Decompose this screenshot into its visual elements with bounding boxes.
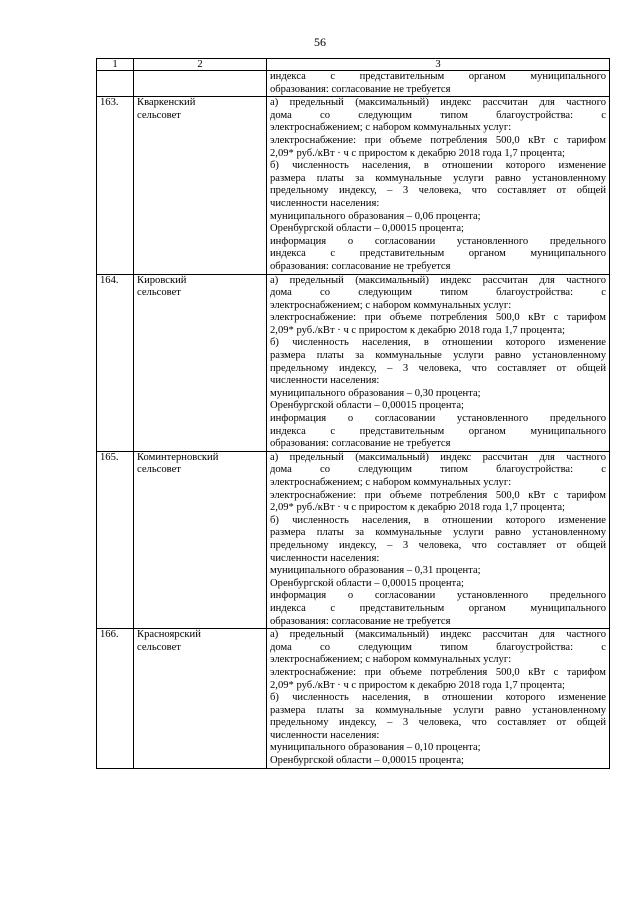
text-line: б) численность населения, в отношении которого изменение [270, 337, 606, 349]
description-cell [267, 274, 610, 451]
municipality-name-line: сельсовет [137, 641, 181, 653]
page-number: 56 [314, 35, 326, 49]
text-line: численности населения: [270, 729, 380, 741]
row-number-cell [97, 71, 134, 97]
municipality-name-line: сельсовет [137, 109, 181, 121]
text-line: а) предельный (максимальный) индекс рассчитан для частного [270, 97, 606, 109]
text-line: 2,09* руб./кВт · ч с приростом к декабрю 2018 года 1,7 процента; [270, 324, 565, 336]
text-line: муниципального образования – 0,30 процента; [270, 387, 481, 399]
text-line: численности населения: [270, 375, 380, 387]
text-line: электроснабжение: при объеме потребления 500,0 кВт с тарифом [270, 666, 606, 678]
table-row [97, 274, 610, 451]
text-line: размера платы за коммунальные услуги равно установленному [270, 704, 606, 716]
table-row [97, 629, 610, 769]
text-line: численности населения: [270, 197, 380, 209]
description-cell [267, 97, 610, 274]
text-line: дома со следующим типом благоустройства: с [270, 109, 606, 121]
row-number-cell: 165. [97, 451, 134, 628]
column-header-3: 3 [267, 59, 610, 71]
text-line: б) численность населения, в отношении которого изменение [270, 160, 606, 172]
text-line: электроснабжение: при объеме потребления 500,0 кВт с тарифом [270, 134, 606, 146]
text-line: дома со следующим типом благоустройства: с [270, 287, 606, 299]
text-line: 2,09* руб./кВт · ч с приростом к декабрю 2018 года 1,7 процента; [270, 147, 565, 159]
text-line: 2,09* руб./кВт · ч с приростом к декабрю 2018 года 1,7 процента; [270, 502, 565, 514]
text-line: Оренбургской области – 0,00015 процента; [270, 400, 464, 412]
text-line: информация о согласовании установленного предельного [270, 235, 606, 247]
text-line: индекса с представительным органом муниципального [270, 425, 606, 437]
text-line: а) предельный (максимальный) индекс рассчитан для частного [270, 629, 606, 641]
municipality-name-line: Красноярский [137, 629, 201, 641]
text-line: размера платы за коммунальные услуги равно установленному [270, 172, 606, 184]
text-line: электроснабжением; с набором коммунальных услуг: [270, 477, 512, 488]
municipality-name-line: Кваркенский [137, 97, 196, 109]
text-line: Оренбургской области – 0,00015 процента; [270, 577, 464, 589]
column-header-2: 2 [134, 59, 267, 71]
text-line: предельному индексу, – 3 человека, что составляет от общей [270, 362, 606, 374]
text-line: предельному индексу, – 3 человека, что составляет от общей [270, 185, 606, 197]
text-line: дома со следующим типом благоустройства: с [270, 464, 606, 476]
text-line: 2,09* руб./кВт · ч с приростом к декабрю 2018 года 1,7 процента; [270, 679, 565, 691]
text-line: электроснабжение: при объеме потребления 500,0 кВт с тарифом [270, 312, 606, 324]
text-line: а) предельный (максимальный) индекс рассчитан для частного [270, 451, 606, 463]
text-line: образования: согласование не требуется [270, 260, 451, 272]
municipality-name-line: сельсовет [137, 464, 181, 476]
municipality-name-line: Коминтерновский [137, 451, 219, 463]
text-line: предельному индексу, – 3 человека, что составляет от общей [270, 717, 606, 729]
row-number-cell: 166. [97, 629, 134, 769]
row-number-cell: 164. [97, 274, 134, 451]
text-line: б) численность населения, в отношении которого изменение [270, 692, 606, 704]
text-line: индекса с представительным органом муниципального [270, 602, 606, 614]
table-header-row [97, 59, 610, 71]
text-line: размера платы за коммунальные услуги равно установленному [270, 527, 606, 539]
table-row-continuation [97, 71, 610, 97]
text-line: информация о согласовании установленного предельного [270, 413, 606, 425]
text-line: индекса с представительным органом муниципального [270, 71, 606, 82]
municipality-name-line: сельсовет [137, 287, 181, 299]
text-line: размера платы за коммунальные услуги равно установленному [270, 350, 606, 362]
text-line: муниципального образования – 0,06 процента; [270, 210, 481, 222]
text-line: Оренбургской области – 0,00015 процента; [270, 755, 464, 767]
municipality-cell [134, 451, 267, 628]
table-row [97, 97, 610, 274]
text-line: информация о согласовании установленного предельного [270, 590, 606, 602]
description-cell [267, 629, 610, 769]
indices-table [96, 58, 610, 769]
description-cell [267, 451, 610, 628]
text-line: электроснабжением; с набором коммунальных услуг: [270, 299, 512, 311]
municipality-cell [134, 274, 267, 451]
text-line: предельному индексу, – 3 человека, что составляет от общей [270, 539, 606, 551]
text-line: муниципального образования – 0,31 процента; [270, 565, 481, 577]
table-row [97, 451, 610, 628]
text-line: б) численность населения, в отношении которого изменение [270, 514, 606, 526]
row-number-cell: 163. [97, 97, 134, 274]
text-line: образования: согласование не требуется [270, 83, 451, 95]
column-header-1: 1 [97, 59, 134, 71]
text-line: муниципального образования – 0,10 процента; [270, 742, 481, 754]
text-line: электроснабжением; с набором коммунальных услуг: [270, 122, 512, 134]
municipality-name-line: Кировский [137, 274, 187, 286]
text-line: образования: согласование не требуется [270, 615, 451, 627]
text-line: а) предельный (максимальный) индекс рассчитан для частного [270, 274, 606, 286]
text-line: индекса с представительным органом муниципального [270, 248, 606, 260]
text-line: Оренбургской области – 0,00015 процента; [270, 223, 464, 235]
text-line: дома со следующим типом благоустройства: с [270, 641, 606, 653]
municipality-cell [134, 97, 267, 274]
text-line: численности населения: [270, 552, 380, 564]
municipality-cell [134, 629, 267, 769]
text-line: электроснабжение: при объеме потребления 500,0 кВт с тарифом [270, 489, 606, 501]
text-line: образования: согласование не требуется [270, 438, 451, 450]
text-line: электроснабжением; с набором коммунальных услуг: [270, 654, 512, 666]
municipality-cell [134, 71, 267, 97]
description-cell [267, 71, 610, 97]
